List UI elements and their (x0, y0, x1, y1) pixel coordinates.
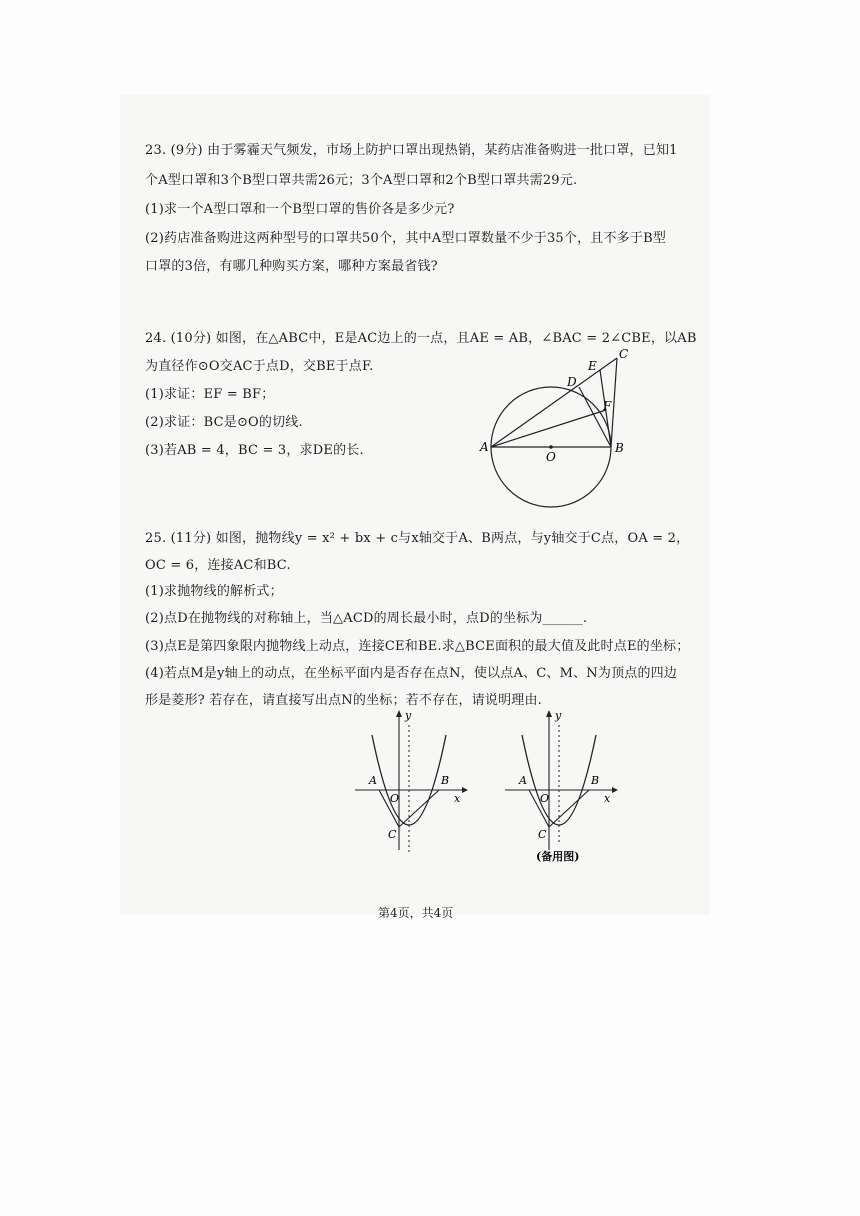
q25-part3: (3)点E是第四象限内抛物线上动点，连接CE和BE.求△BCE面积的最大值及此时点E的坐标； (145, 639, 690, 654)
q25-line1: 25. (11分) 如图，抛物线y = x² + bx + c与x轴交于A、B两点，与y轴交于C点，OA = 2， (145, 531, 690, 546)
q24-part1: (1)求证：EF = BF； (145, 387, 275, 402)
label-y: y (405, 709, 412, 722)
label-a: A (519, 774, 527, 787)
label-f: F (603, 399, 612, 413)
label-x: x (454, 792, 461, 805)
y-axis-arrow-icon (396, 710, 402, 717)
label-c: C (619, 347, 629, 361)
q24-part3: (3)若AB = 4，BC = 3，求DE的长. (145, 443, 364, 458)
label-o: O (540, 792, 550, 805)
label-a: A (480, 440, 489, 454)
q24-part2: (2)求证：BC是⊙O的切线. (145, 415, 303, 430)
q23-part1: (1)求一个A型口罩和一个B型口罩的售价各是多少元? (145, 202, 455, 217)
y-axis-arrow-icon (546, 710, 552, 717)
label-x: x (604, 792, 611, 805)
label-a: A (369, 774, 377, 787)
q24-circle-figure (476, 340, 636, 510)
label-b: B (615, 441, 624, 455)
label-y: y (555, 709, 562, 722)
q23-part2a: (2)药店准备购进这两种型号的口罩共50个，其中A型口罩数量不少于35个，且不多于B型 (145, 231, 667, 246)
segment-af (491, 410, 606, 447)
q23-line2: 个A型口罩和3个B型口罩共需26元；3个A型口罩和2个B型口罩共需29元. (145, 173, 578, 188)
segment-bc (549, 790, 589, 827)
q25-part4a: (4)若点M是y轴上的动点，在坐标平面内是否存在点N，使以点A、C、M、N为顶点的四边 (145, 666, 678, 681)
q24-line2: 为直径作⊙O交AC于点D，交BE于点F. (145, 359, 374, 374)
label-b: B (591, 774, 600, 787)
q25-part2: (2)点D在抛物线的对称轴上，当△ACD的周长最小时，点D的坐标为______. (145, 611, 588, 626)
q25-part1: (1)求抛物线的解析式； (145, 584, 283, 599)
q25-parabola-figure (350, 705, 470, 855)
x-axis-arrow-icon (462, 787, 468, 793)
label-d: D (567, 375, 577, 389)
center-dot (549, 445, 553, 449)
q23-line1: 23. (9分) 由于雾霾天气频发，市场上防护口罩出现热销，某药店准备购进一批口罩，已知1 (145, 143, 678, 158)
label-c: C (538, 828, 547, 841)
q25-part4b: 形是菱形? 若存在，请直接写出点N的坐标；若不存在，请说明理由. (145, 693, 543, 708)
spare-caption: (备用图) (536, 850, 580, 863)
q23-part2b: 口罩的3倍，有哪几种购买方案，哪种方案最省钱? (145, 259, 438, 274)
label-o: O (546, 450, 556, 464)
segment-bc (399, 790, 439, 827)
segment-bc (611, 358, 617, 447)
label-b: B (441, 774, 450, 787)
q24-line1: 24. (10分) 如图，在△ABC中，E是AC边上的一点，且AE = AB，∠BAC = 2∠CBE，以AB (145, 331, 697, 346)
page-footer: 第4页，共4页 (378, 906, 454, 920)
x-axis-arrow-icon (612, 787, 618, 793)
label-e: E (588, 359, 597, 373)
q25-spare-figure (500, 705, 625, 865)
label-c: C (388, 828, 397, 841)
label-o: O (390, 792, 400, 805)
q25-line2: OC = 6，连接AC和BC. (145, 558, 291, 573)
